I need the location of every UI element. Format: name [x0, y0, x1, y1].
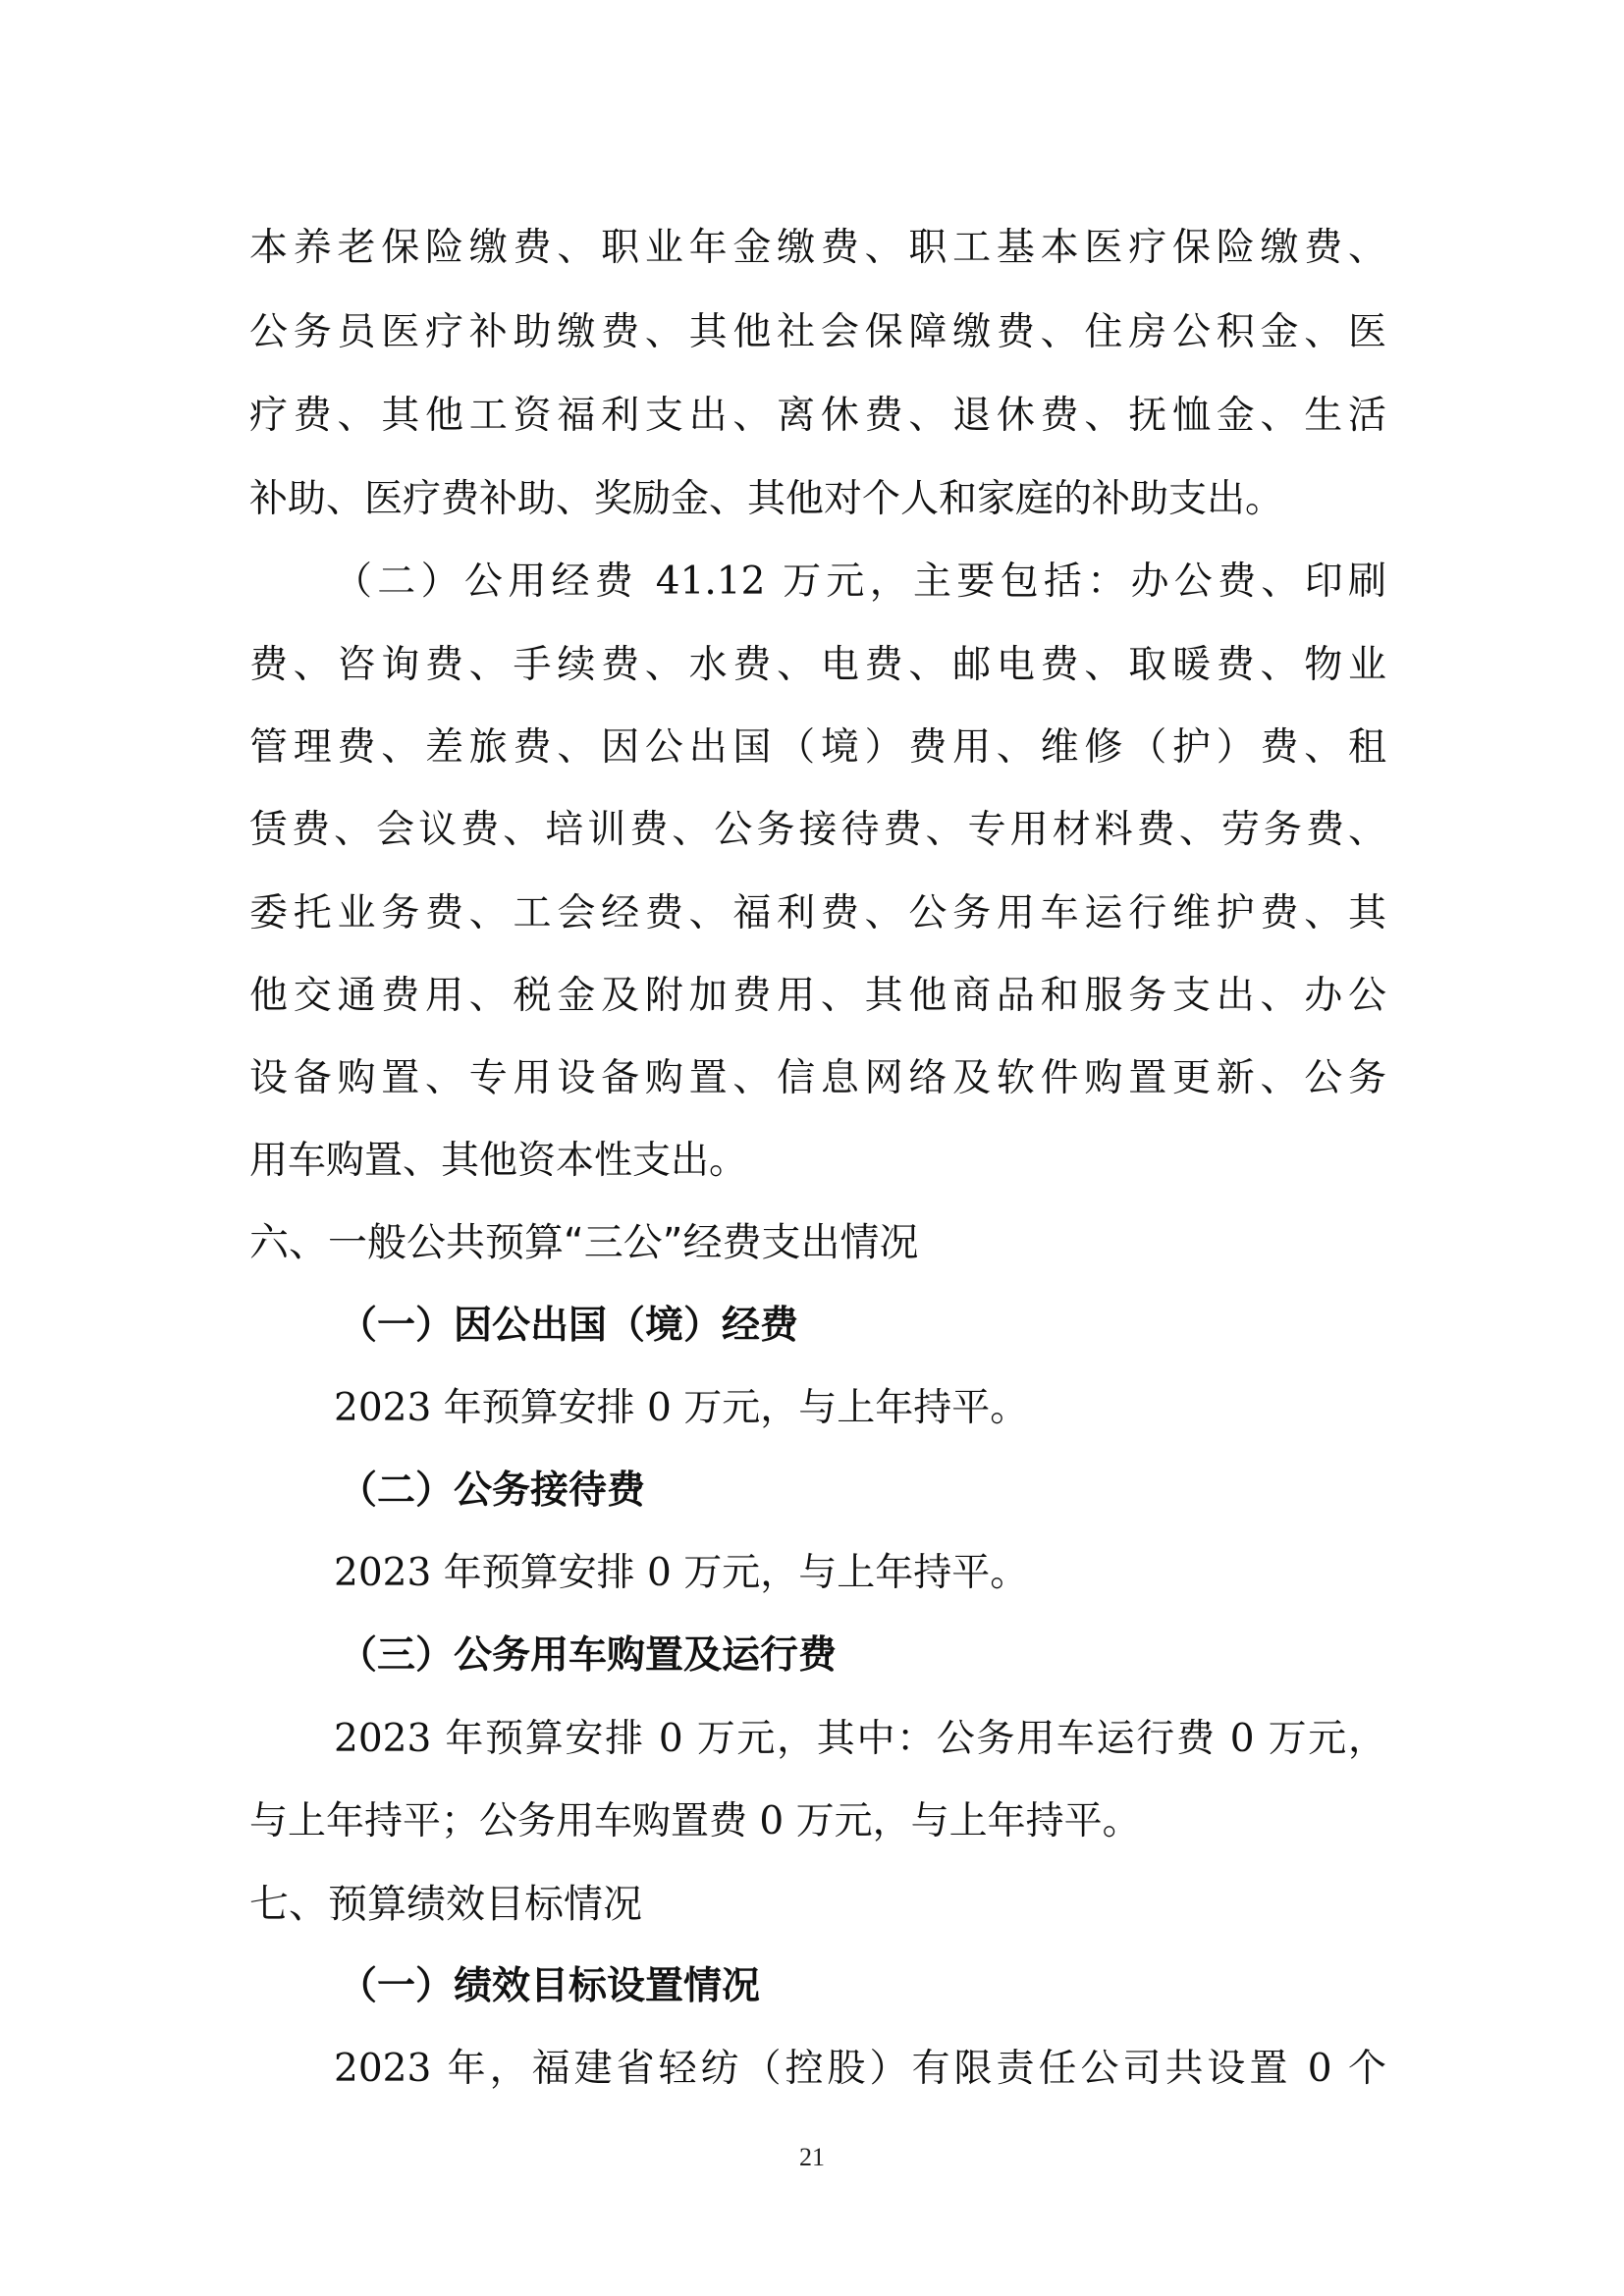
- paragraph-line: 2023 年预算安排 0 万元，与上年持平。: [334, 1386, 1029, 1430]
- section-heading: 七、预算绩效目标情况: [249, 1882, 642, 1927]
- paragraph-line: 用车购置、其他资本性支出。: [249, 1139, 748, 1183]
- paragraph-line: 他交通费用、税金及附加费用、其他商品和服务支出、办公: [249, 974, 1386, 1018]
- paragraph-line: 与上年持平；公务用车购置费 0 万元，与上年持平。: [249, 1799, 1141, 1843]
- paragraph-line: 补助、医疗费补助、奖励金、其他对个人和家庭的补助支出。: [249, 477, 1284, 521]
- paragraph-line: 设备购置、专用设备购置、信息网络及软件购置更新、公务: [249, 1056, 1386, 1100]
- paragraph-line: 疗费、其他工资福利支出、离休费、退休费、抚恤金、生活: [249, 394, 1386, 438]
- paragraph-line: 赁费、会议费、培训费、公务接待费、专用材料费、劳务费、: [249, 808, 1386, 852]
- paragraph-line: 2023 年预算安排 0 万元，与上年持平。: [334, 1551, 1029, 1595]
- subsection-heading: （一）绩效目标设置情况: [339, 1964, 761, 2008]
- paragraph-line: 管理费、差旅费、因公出国（境）费用、维修（护）费、租: [249, 725, 1386, 770]
- page-number: 21: [799, 2143, 825, 2171]
- paragraph-line: 委托业务费、工会经费、福利费、公务用车运行维护费、其: [249, 891, 1386, 935]
- subsection-heading: （三）公务用车购置及运行费: [339, 1633, 838, 1678]
- paragraph-line: 2023 年，福建省轻纺（控股）有限责任公司共设置 0 个: [334, 2047, 1386, 2091]
- paragraph-line: （二）公用经费 41.12 万元，主要包括：办公费、印刷: [334, 560, 1386, 604]
- paragraph-line: 公务员医疗补助缴费、其他社会保障缴费、住房公积金、医: [249, 310, 1386, 354]
- paragraph-line: 本养老保险缴费、职业年金缴费、职工基本医疗保险缴费、: [249, 226, 1386, 270]
- subsection-heading: （二）公务接待费: [339, 1468, 646, 1513]
- paragraph-line: 费、咨询费、手续费、水费、电费、邮电费、取暖费、物业: [249, 643, 1386, 687]
- section-heading: 六、一般公共预算“三公”经费支出情况: [249, 1220, 919, 1265]
- paragraph-line: 2023 年预算安排 0 万元，其中：公务用车运行费 0 万元，: [334, 1717, 1386, 1761]
- subsection-heading: （一）因公出国（境）经费: [339, 1304, 799, 1348]
